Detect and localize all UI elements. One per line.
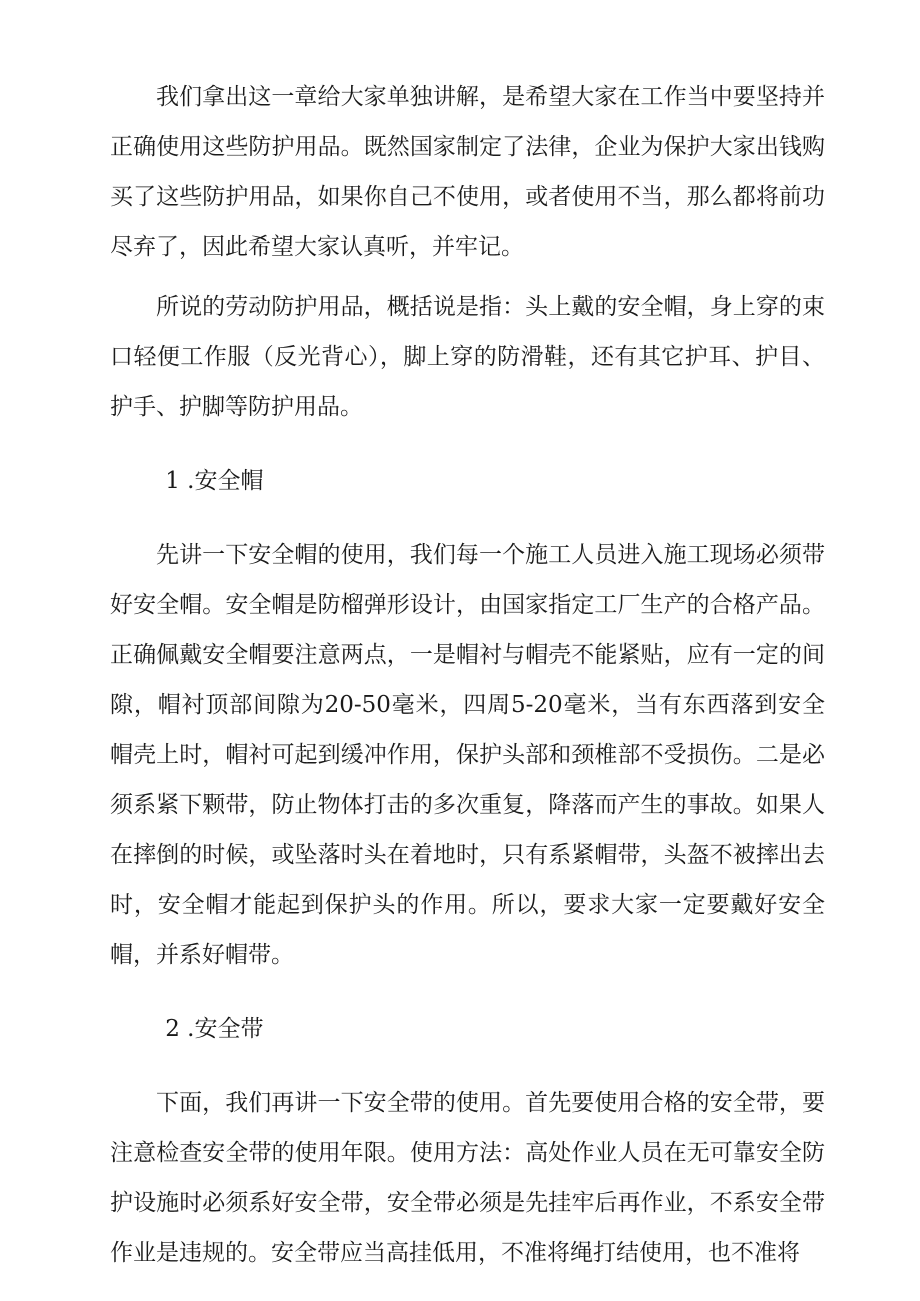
document-page [110,72,825,1288]
paragraph-helmet: 先讲一下安全帽的使用，我们每一个施工人员进入施工现场必须带好安全帽。安全帽是防榴弹形设计，由国家指定工厂生产的合格产品。正确佩戴安全帽要注意两点，一是帽衬与帽壳不能紧贴，应有一定的间隙，帽衬顶部间隙为20-50毫米，四周5-20毫米，当有东西落到安全帽壳上时，帽衬可起到缓冲作用，保护头部和颈椎部不受损伤。二是必须系紧下颗带，防止物体打击的多次重复，降落而产生的事故。如果人在摔倒的时候，或坠落时头在着地时，只有系紧帽带，头盔不被摔出去时，安全帽才能起到保护头的作用。所以，要求大家一定要戴好安全帽，并系好帽带。 [110,542,825,968]
section-heading-helmet: 1 .安全帽 [165,468,264,494]
paragraph-ppe-definition: 所说的劳动防护用品，概括说是指：头上戴的安全帽，身上穿的束口轻便工作服（反光背心），脚上穿的防滑鞋，还有其它护耳、护目、护手、护脚等防护用品。 [110,294,825,420]
paragraph-safety-belt: 下面，我们再讲一下安全带的使用。首先要使用合格的安全带，要注意检查安全带的使用年限。使用方法：高处作业人员在无可靠安全防护设施时必须系好安全带，安全带必须是先挂牢后再作业，不系安全带作业是违规的。安全带应当高挂低用，不准将绳打结使用，也不准将 [110,1090,825,1266]
paragraph-intro: 我们拿出这一章给大家单独讲解，是希望大家在工作当中要坚持并正确使用这些防护用品。既然国家制定了法律，企业为保护大家出钱购买了这些防护用品，如果你自己不使用，或者使用不当，那么都将前功尽弃了，因此希望大家认真听，并牢记。 [110,84,825,260]
section-heading-safety-belt: 2 .安全带 [165,1016,264,1042]
